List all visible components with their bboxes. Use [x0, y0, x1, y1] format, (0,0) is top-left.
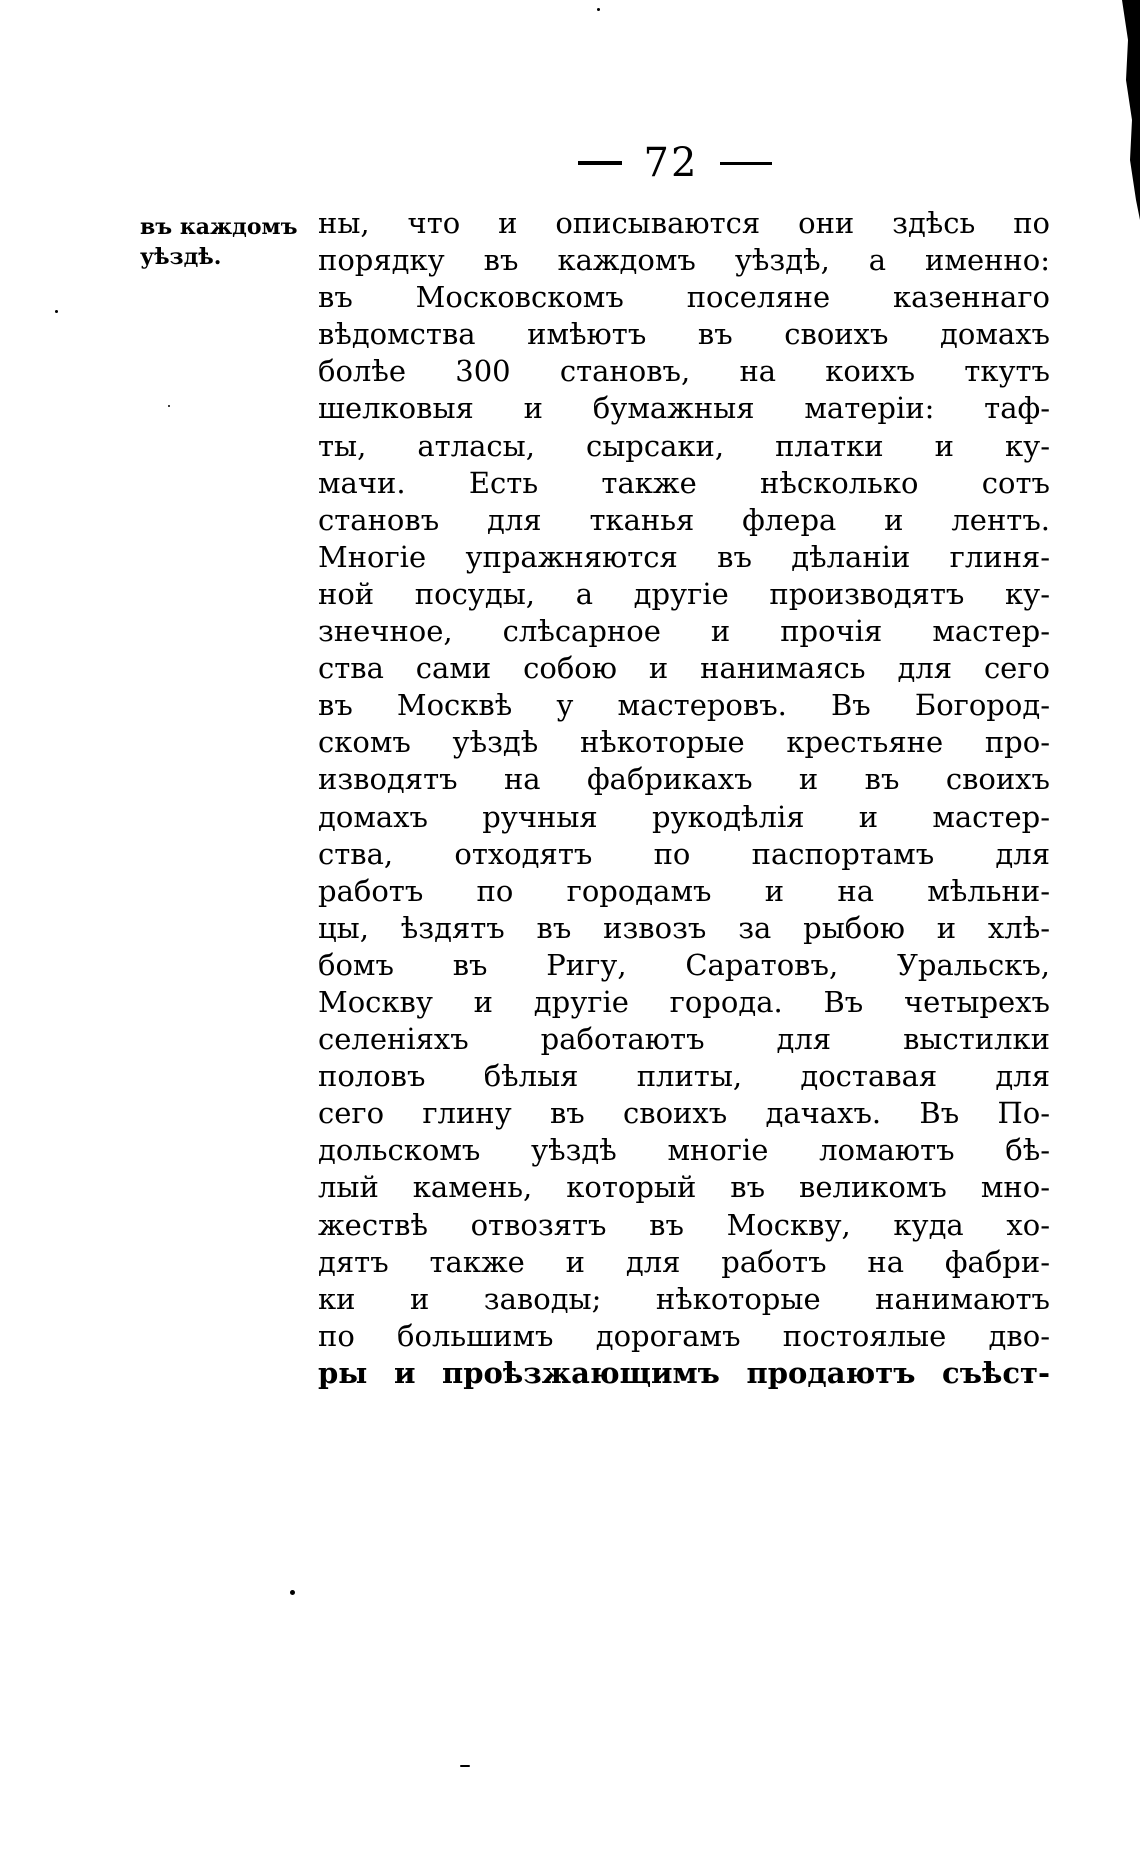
text-line: ки и заводы; нѣкоторые нанимаютъ: [318, 1281, 1050, 1316]
text-line: ры и проѣзжающимъ продаютъ съѣст-: [318, 1355, 1050, 1390]
scan-speck: [168, 405, 170, 407]
scan-speck: [460, 1765, 470, 1767]
text-line: ства, отходятъ по паспортамъ для: [318, 836, 1050, 871]
page-header: [560, 138, 790, 188]
text-line: по большимъ дорогамъ постоялые дво-: [318, 1318, 1050, 1353]
body-text: [318, 205, 1050, 1392]
text-line: знечное, слѣсарное и прочія мастер-: [318, 614, 1050, 649]
text-line: Москву и другіе города. Въ четырехъ: [318, 984, 1050, 1019]
text-line: въ Москвѣ у мастеровъ. Въ Богород-: [318, 688, 1050, 723]
text-line: ной посуды, а другіе производятъ ку-: [318, 576, 1050, 611]
text-line: цы, ѣздятъ въ извозъ за рыбою и хлѣ-: [318, 910, 1050, 945]
text-line: селеніяхъ работаютъ для выстилки: [318, 1022, 1050, 1057]
text-line: становъ для тканья флера и лентъ.: [318, 502, 1050, 537]
text-line: Многіе упражняются въ дѣланіи глиня-: [318, 539, 1050, 574]
text-line: ты, атласы, сырсаки, платки и ку-: [318, 428, 1050, 463]
text-line: шелковыя и бумажныя матеріи: таф-: [318, 391, 1050, 426]
header-rule-right: [720, 162, 772, 165]
text-line: дятъ также и для работъ на фабри-: [318, 1244, 1050, 1279]
scan-speck: [597, 8, 600, 11]
text-line: бомъ въ Ригу, Саратовъ, Уральскъ,: [318, 947, 1050, 982]
marginal-note: въ каждомъ уѣздѣ.: [140, 214, 298, 270]
text-line: ны, что и описываются они здѣсь по: [318, 206, 1050, 240]
text-line: домахъ ручныя рукодѣлія и мастер-: [318, 799, 1050, 834]
text-line: жествѣ отвозятъ въ Москву, куда хо-: [318, 1207, 1050, 1242]
text-line: изводятъ на фабрикахъ и въ своихъ: [318, 762, 1050, 797]
text-line: ства сами собою и нанимаясь для сего: [318, 651, 1050, 686]
text-line: въ Московскомъ поселяне казеннаго: [318, 280, 1050, 315]
page-number: 72: [643, 140, 699, 186]
scan-speck: [290, 1590, 295, 1595]
text-line: мачи. Есть также нѣсколько сотъ: [318, 465, 1050, 500]
text-line: работъ по городамъ и на мѣльни-: [318, 873, 1050, 908]
text-line: скомъ уѣздѣ нѣкоторые крестьяне про-: [318, 725, 1050, 760]
text-line: вѣдомства имѣютъ въ своихъ домахъ: [318, 317, 1050, 352]
text-line: сего глину въ своихъ дачахъ. Въ По-: [318, 1096, 1050, 1131]
page-edge-shadow: [1114, 0, 1140, 220]
text-line: дольскомъ уѣздѣ многіе ломаютъ бѣ-: [318, 1133, 1050, 1168]
text-line: болѣе 300 становъ, на коихъ ткутъ: [318, 354, 1050, 389]
text-line: порядку въ каждомъ уѣздѣ, а именно:: [318, 243, 1050, 278]
text-line: половъ бѣлыя плиты, доставая для: [318, 1059, 1050, 1094]
text-line: лый камень, который въ великомъ мно-: [318, 1170, 1050, 1205]
scan-speck: [55, 310, 58, 313]
header-rule-left: [578, 161, 622, 165]
